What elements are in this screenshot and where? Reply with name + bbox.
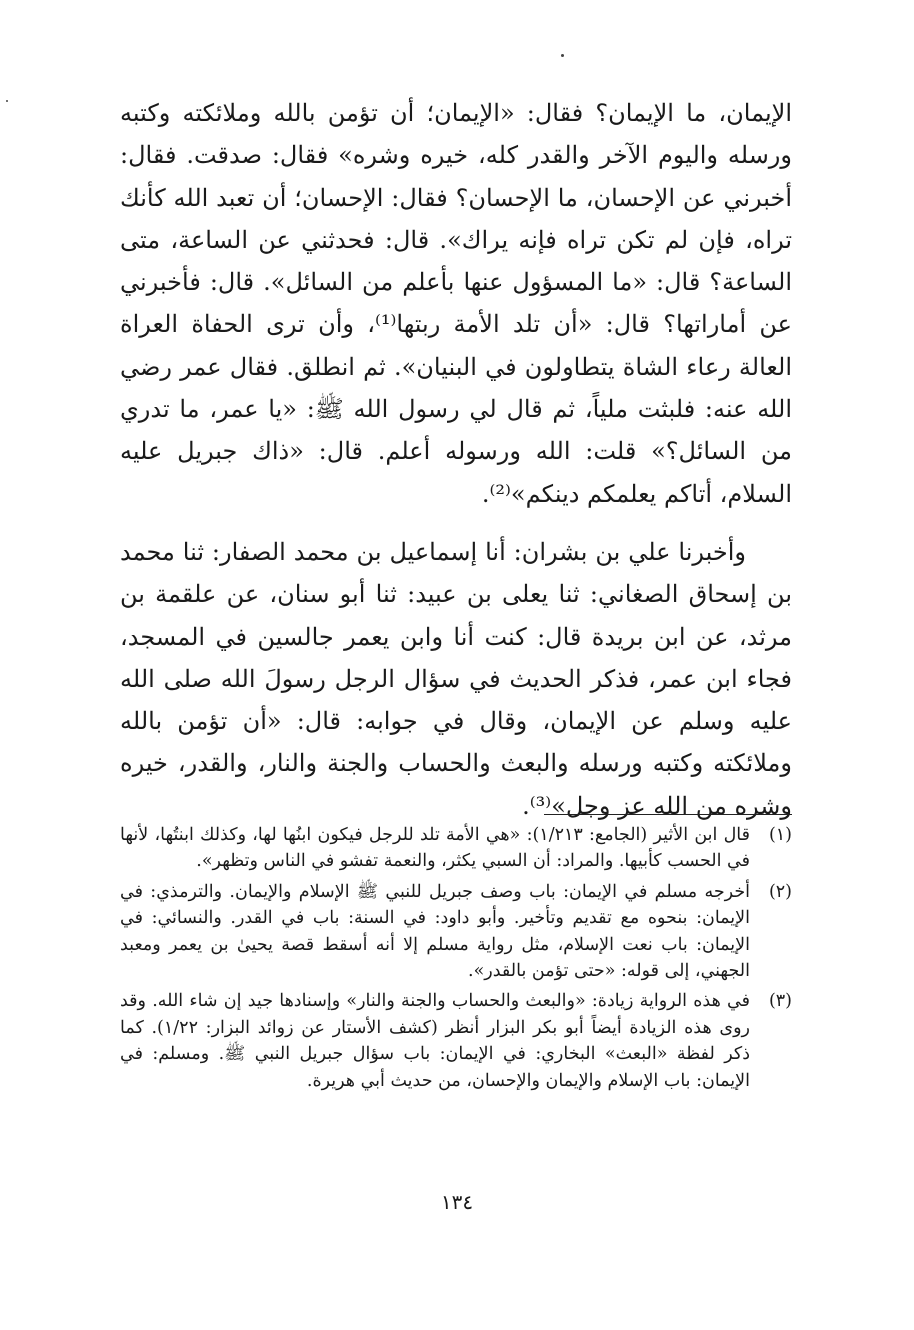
footnote-text: أخرجه مسلم في الإيمان: باب وصف جبريل للنبي ﷺ الإسلام والإيمان. والترمذي: في الإيمان: بنحوه مع تقديم وتأخير. وأبو داود: في السنة: باب في القدر. والنسائي: في الإيمان: باب نعت الإسلام، مثل رواية مسلم إلا أنه أسقط قصة يحيىٰ بن يعمر ومعبد الجهني، إلى قوله: «حتى تؤمن بالقدر». xyxy=(120,881,750,982)
scan-speck xyxy=(6,100,8,102)
footnote-1 xyxy=(120,822,792,875)
footnote-separator xyxy=(544,814,792,815)
footnote-number: (٢) xyxy=(768,881,792,902)
footnote-3 xyxy=(120,988,792,1094)
footnotes xyxy=(120,822,792,1098)
footnote-number: (٣) xyxy=(768,991,792,1012)
main-text xyxy=(120,92,792,827)
page-number: ١٣٤ xyxy=(440,1190,474,1214)
hadith-paragraph-1: الإيمان، ما الإيمان؟ فقال: «الإيمان؛ أن تؤمن بالله وملائكته وكتبه ورسله واليوم الآخر والقدر كله، خيره وشره» فقال: صدقت. فقال: أخبرني عن الإحسان، ما الإحسان؟ فقال: الإحسان؛ أن تعبد الله كأنك تراه، فإن لم تكن تراه فإنه يراك». قال: فحدثني عن الساعة، متى الساعة؟ قال: «ما المسؤول عنها بأعلم من السائل». قال: فأخبرني عن أماراتها؟ قال: «أن تلد الأمة ربتها⁽¹⁾، وأن ترى الحفاة العراة العالة رعاء الشاة يتطاولون في البنيان». ثم انطلق. فقال عمر رضي الله عنه: فلبثت ملياً، ثم قال لي رسول الله ﷺ: «يا عمر، ما تدري من السائل؟» قلت: الله ورسوله أعلم. قال: «ذاك جبريل عليه السلام، أتاكم يعلمكم دينكم»⁽²⁾. xyxy=(120,99,793,508)
scan-speck xyxy=(561,54,564,57)
footnote-text: قال ابن الأثير (الجامع: ١/٢١٣): «هي الأمة تلد للرجل فيكون ابنُها لها، وكذلك ابنتُها، لأنها في الحسب كأبيها. والمراد: أن السبي يكثر، والنعمة تفشو في الناس وتظهر». xyxy=(120,825,750,872)
footnote-number: (١) xyxy=(768,825,792,845)
hadith-paragraph-2: وأخبرنا علي بن بشران: أنا إسماعيل بن محمد الصفار: ثنا محمد بن إسحاق الصغاني: ثنا يعلى بن عبيد: ثنا أبو سنان، عن علقمة بن مرثد، عن ابن بريدة قال: كنت أنا وابن يعمر جالسين في المسجد، فجاء ابن عمر، فذكر الحديث في سؤال الرجل رسولَ الله صلى الله عليه وسلم عن الإيمان، وقال في جوابه: قال: «أن تؤمن بالله وملائكته وكتبه ورسله والبعث والحساب والجنة والنار، والقدر، خيره وشره من الله عز وجل»⁽³⁾. xyxy=(120,537,792,820)
footnote-text: في هذه الرواية زيادة: «والبعث والحساب والجنة والنار» وإسنادها جيد إن شاء الله. وقد روى هذه الزيادة أيضاً أبو بكر البزار أنظر (كشف الأستار عن زوائد البزار: ١/٢٢). كما ذكر لفظة «البعث» البخاري: في الإيمان: باب سؤال جبريل النبي ﷺ. ومسلم: في الإيمان: باب الإسلام والإيمان والإحسان، من حديث أبي هريرة. xyxy=(120,991,750,1091)
footnote-2 xyxy=(120,879,792,985)
